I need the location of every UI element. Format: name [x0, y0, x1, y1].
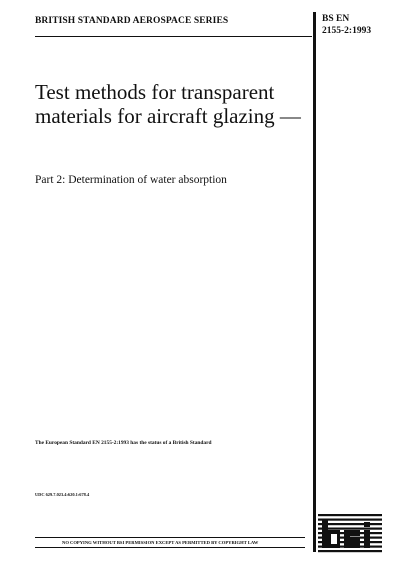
document-part-title: Part 2: Determination of water absorption [35, 174, 227, 186]
copyright-notice: NO COPYING WITHOUT BSI PERMISSION EXCEPT AS PERMITTED BY COPYRIGHT LAW [62, 540, 259, 545]
document-title: Test methods for transparent materials for aircraft glazing — [35, 80, 301, 128]
standard-number-line1: BS EN [322, 14, 350, 24]
standard-number-line2: 2155-2:1993 [322, 26, 372, 36]
bsi-logo-icon [318, 514, 382, 554]
udc-number: UDC 629.7.023.4:620.1:678.4 [35, 492, 90, 497]
status-note: The European Standard EN 2155-2:1993 has the status of a British Standard [35, 440, 212, 446]
series-header: BRITISH STANDARD AEROSPACE SERIES [35, 16, 229, 26]
standard-number [322, 13, 371, 37]
vertical-rule [313, 12, 316, 552]
header-rule [35, 36, 312, 37]
